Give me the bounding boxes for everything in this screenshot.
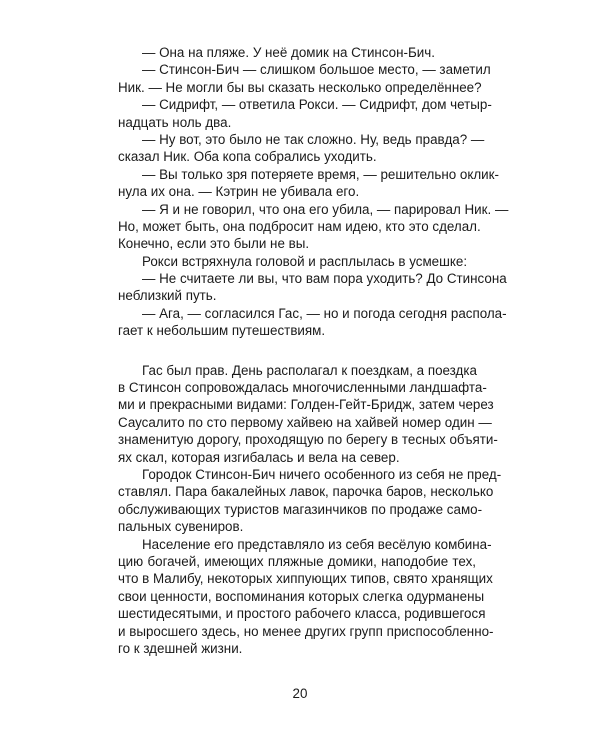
dialogue-paragraph <box>118 305 507 340</box>
text-line: — Ага, — согласился Гас, — но и погода сегодня распола- <box>142 305 507 321</box>
text-line: — Ну вот, это было не так сложно. Ну, ведь правда? — <box>142 131 485 147</box>
dialogue-paragraph <box>118 131 485 166</box>
text-line: шестидесятыми, и простого рабочего класса, родившегося <box>118 606 486 622</box>
text-line: знаменитую дорогу, проходящую по берегу в тесных объяти- <box>118 432 498 448</box>
text-line: го к здешней жизни. <box>118 640 243 656</box>
text-line: ми и прекрасными видами: Голден-Гейт-Бридж, затем через <box>118 397 494 413</box>
text-line: — Я и не говорил, что она его убила, — парировал Ник. — <box>142 201 509 217</box>
text-line: в Стинсон сопровождалась многочисленными ландшафта- <box>118 380 487 396</box>
dialogue-paragraph <box>118 166 499 201</box>
dialogue-paragraph <box>118 253 476 270</box>
text-line: Ник. — Не могли бы вы сказать несколько определённее? <box>118 79 482 95</box>
text-line: надцать ноль два. <box>118 114 232 130</box>
text-line: что в Малибу, некоторых хиппующих типов, свято хранящих <box>118 571 493 587</box>
text-line: неблизкий путь. <box>118 288 217 304</box>
dialogue-paragraph <box>118 270 507 305</box>
text-line: сказал Ник. Оба копа собрались уходить. <box>118 149 377 165</box>
dialogue-paragraph <box>118 44 476 61</box>
page-number: 20 <box>292 686 308 701</box>
narrative-section <box>118 362 502 658</box>
text-line: Конечно, если это были не вы. <box>118 236 310 252</box>
text-line: — Сидрифт, — ответила Рокси. — Сидрифт, дом четыр- <box>142 97 492 113</box>
text-line: — Она на пляже. У неё домик на Стинсон-Бич. <box>142 45 435 60</box>
page-body <box>118 44 509 657</box>
text-line: цию богачей, имеющих пляжные домики, наподобие тех, <box>118 553 476 569</box>
text-line: Рокси встряхнула головой и расплылась в усмешке: <box>142 253 468 269</box>
narrative-paragraph <box>118 536 494 658</box>
text-line: обслуживающих туристов магазинчиков по продаже само- <box>118 501 483 517</box>
text-line: — Не считаете ли вы, что вам пора уходить? До Стинсона <box>142 271 507 287</box>
text-line: гает к небольшим путешествиям. <box>118 323 326 339</box>
text-line: ях скал, которая изгибалась и вела на север. <box>118 449 400 465</box>
text-line: пальных сувениров. <box>118 519 244 535</box>
narrative-paragraph <box>118 466 502 536</box>
text-line: Саусалито по сто первому хайвею на хайвей номер один — <box>118 414 492 430</box>
text-line: Городок Стинсон-Бич ничего особенного из себя не пред- <box>142 466 502 482</box>
text-line: нула их она. — Кэтрин не убивала его. <box>118 184 360 200</box>
text-line: — Стинсон-Бич — слишком большое место, — заметил <box>142 62 491 78</box>
text-line: и выросшего здесь, но менее других групп приспособленно- <box>118 623 494 639</box>
text-line: свои ценности, воспоминания которых слегка одурманены <box>118 588 485 604</box>
dialogue-paragraph <box>118 201 509 253</box>
narrative-paragraph <box>118 362 498 466</box>
dialogue-section <box>118 44 509 340</box>
text-line: Но, может быть, она подбросит нам идею, кто это сделал. <box>118 218 481 234</box>
dialogue-paragraph <box>118 61 491 96</box>
text-line: Население его представляло из себя весёлую комбина- <box>142 536 492 552</box>
text-line: — Вы только зря потеряете время, — решительно оклик- <box>142 166 499 182</box>
dialogue-paragraph <box>118 96 492 131</box>
text-line: Гас был прав. День располагал к поездкам, а поездка <box>142 362 477 378</box>
section-break <box>118 340 476 362</box>
text-line: ставлял. Пара бакалейных лавок, парочка баров, несколько <box>118 484 494 500</box>
